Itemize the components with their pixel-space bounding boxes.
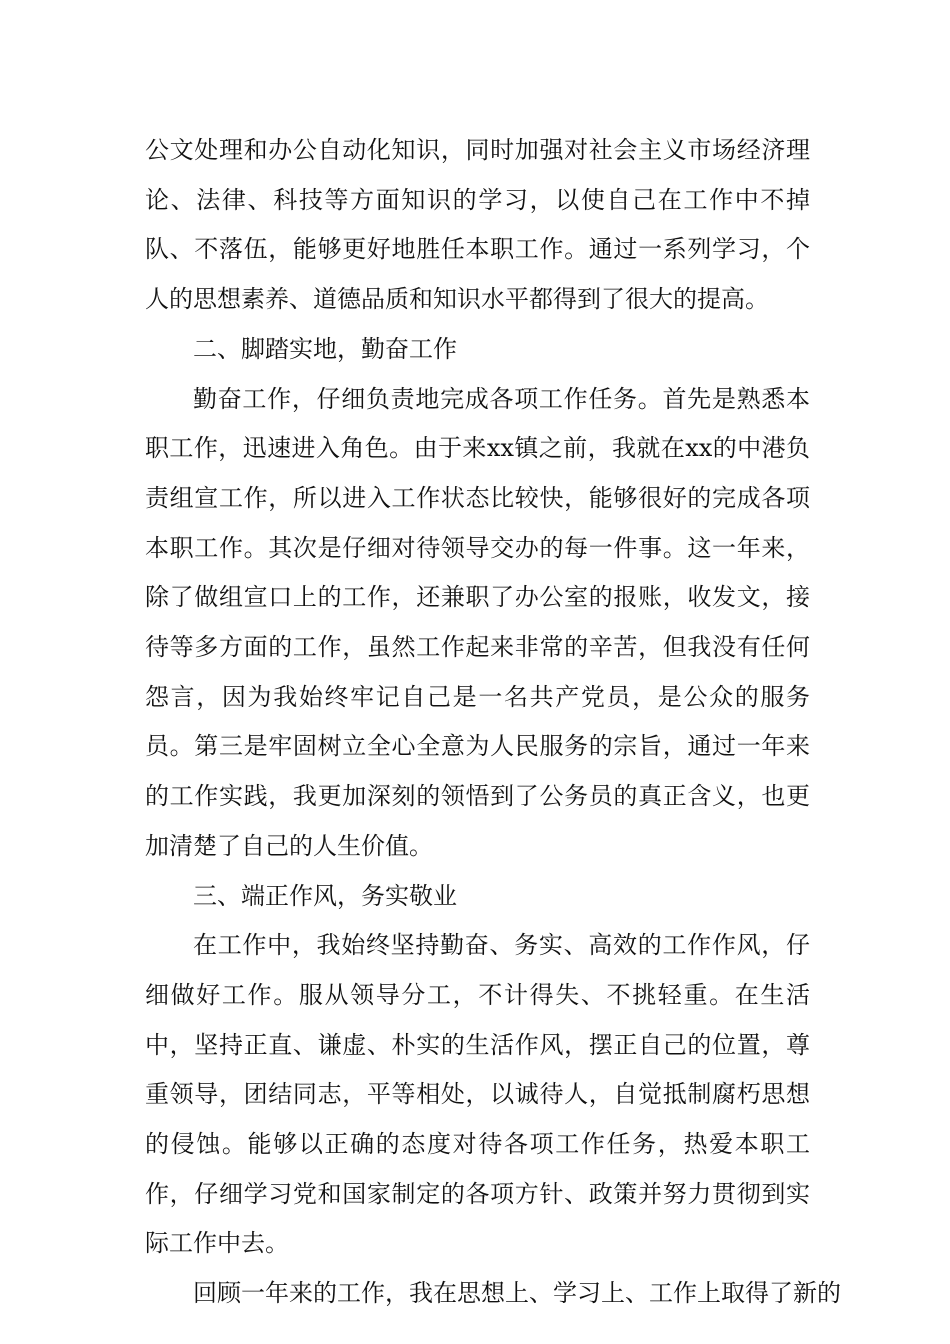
- section-heading-3: 三、端正作风，务实敬业: [193, 881, 457, 910]
- paragraph-diligent-work: 勤奋工作，仔细负责地完成各项工作任务。首先是熟悉本职工作，迅速进入角色。由于来xx镇之前，我就在xx的中港负责组宣工作，所以进入工作状态比较快，能够很好的完成各项本职工作。其次是仔细对待领导交办的每一件事。这一年来，除了做组宣口上的工作，还兼职了办公室的报账，收发文，接待等多方面的工作，虽然工作起来非常的辛苦，但我没有任何怨言，因为我始终牢记自己是一名共产党员，是公众的服务员。第三是牢固树立全心全意为人民服务的宗旨，通过一年来的工作实践，我更加深刻的领悟到了公务员的真正含义，也更加清楚了自己的人生价值。: [145, 384, 810, 860]
- section-heading-2: 二、脚踏实地，勤奋工作: [193, 334, 457, 363]
- paragraph-work-style: 在工作中，我始终坚持勤奋、务实、高效的工作作风，仔细做好工作。服从领导分工，不计得失、不挑轻重。在生活中，坚持正直、谦虚、朴实的生活作风，摆正自己的位置，尊重领导，团结同志，平等相处，以诚待人，自觉抵制腐朽思想的侵蚀。能够以正确的态度对待各项工作任务，热爱本职工作，仔细学习党和国家制定的各项方针、政策并努力贯彻到实际工作中去。: [145, 931, 810, 1258]
- paragraph-continuation: 公文处理和办公自动化知识，同时加强对社会主义市场经济理论、法律、科技等方面知识的学习，以使自己在工作中不掉队、不落伍，能够更好地胜任本职工作。通过一系列学习，个人的思想素养、道德品质和知识水平都得到了很大的提高。: [145, 136, 810, 314]
- document-body: [145, 126, 841, 1319]
- paragraph-review: 回顾一年来的工作，我在思想上、学习上、工作上取得了新的: [193, 1279, 841, 1308]
